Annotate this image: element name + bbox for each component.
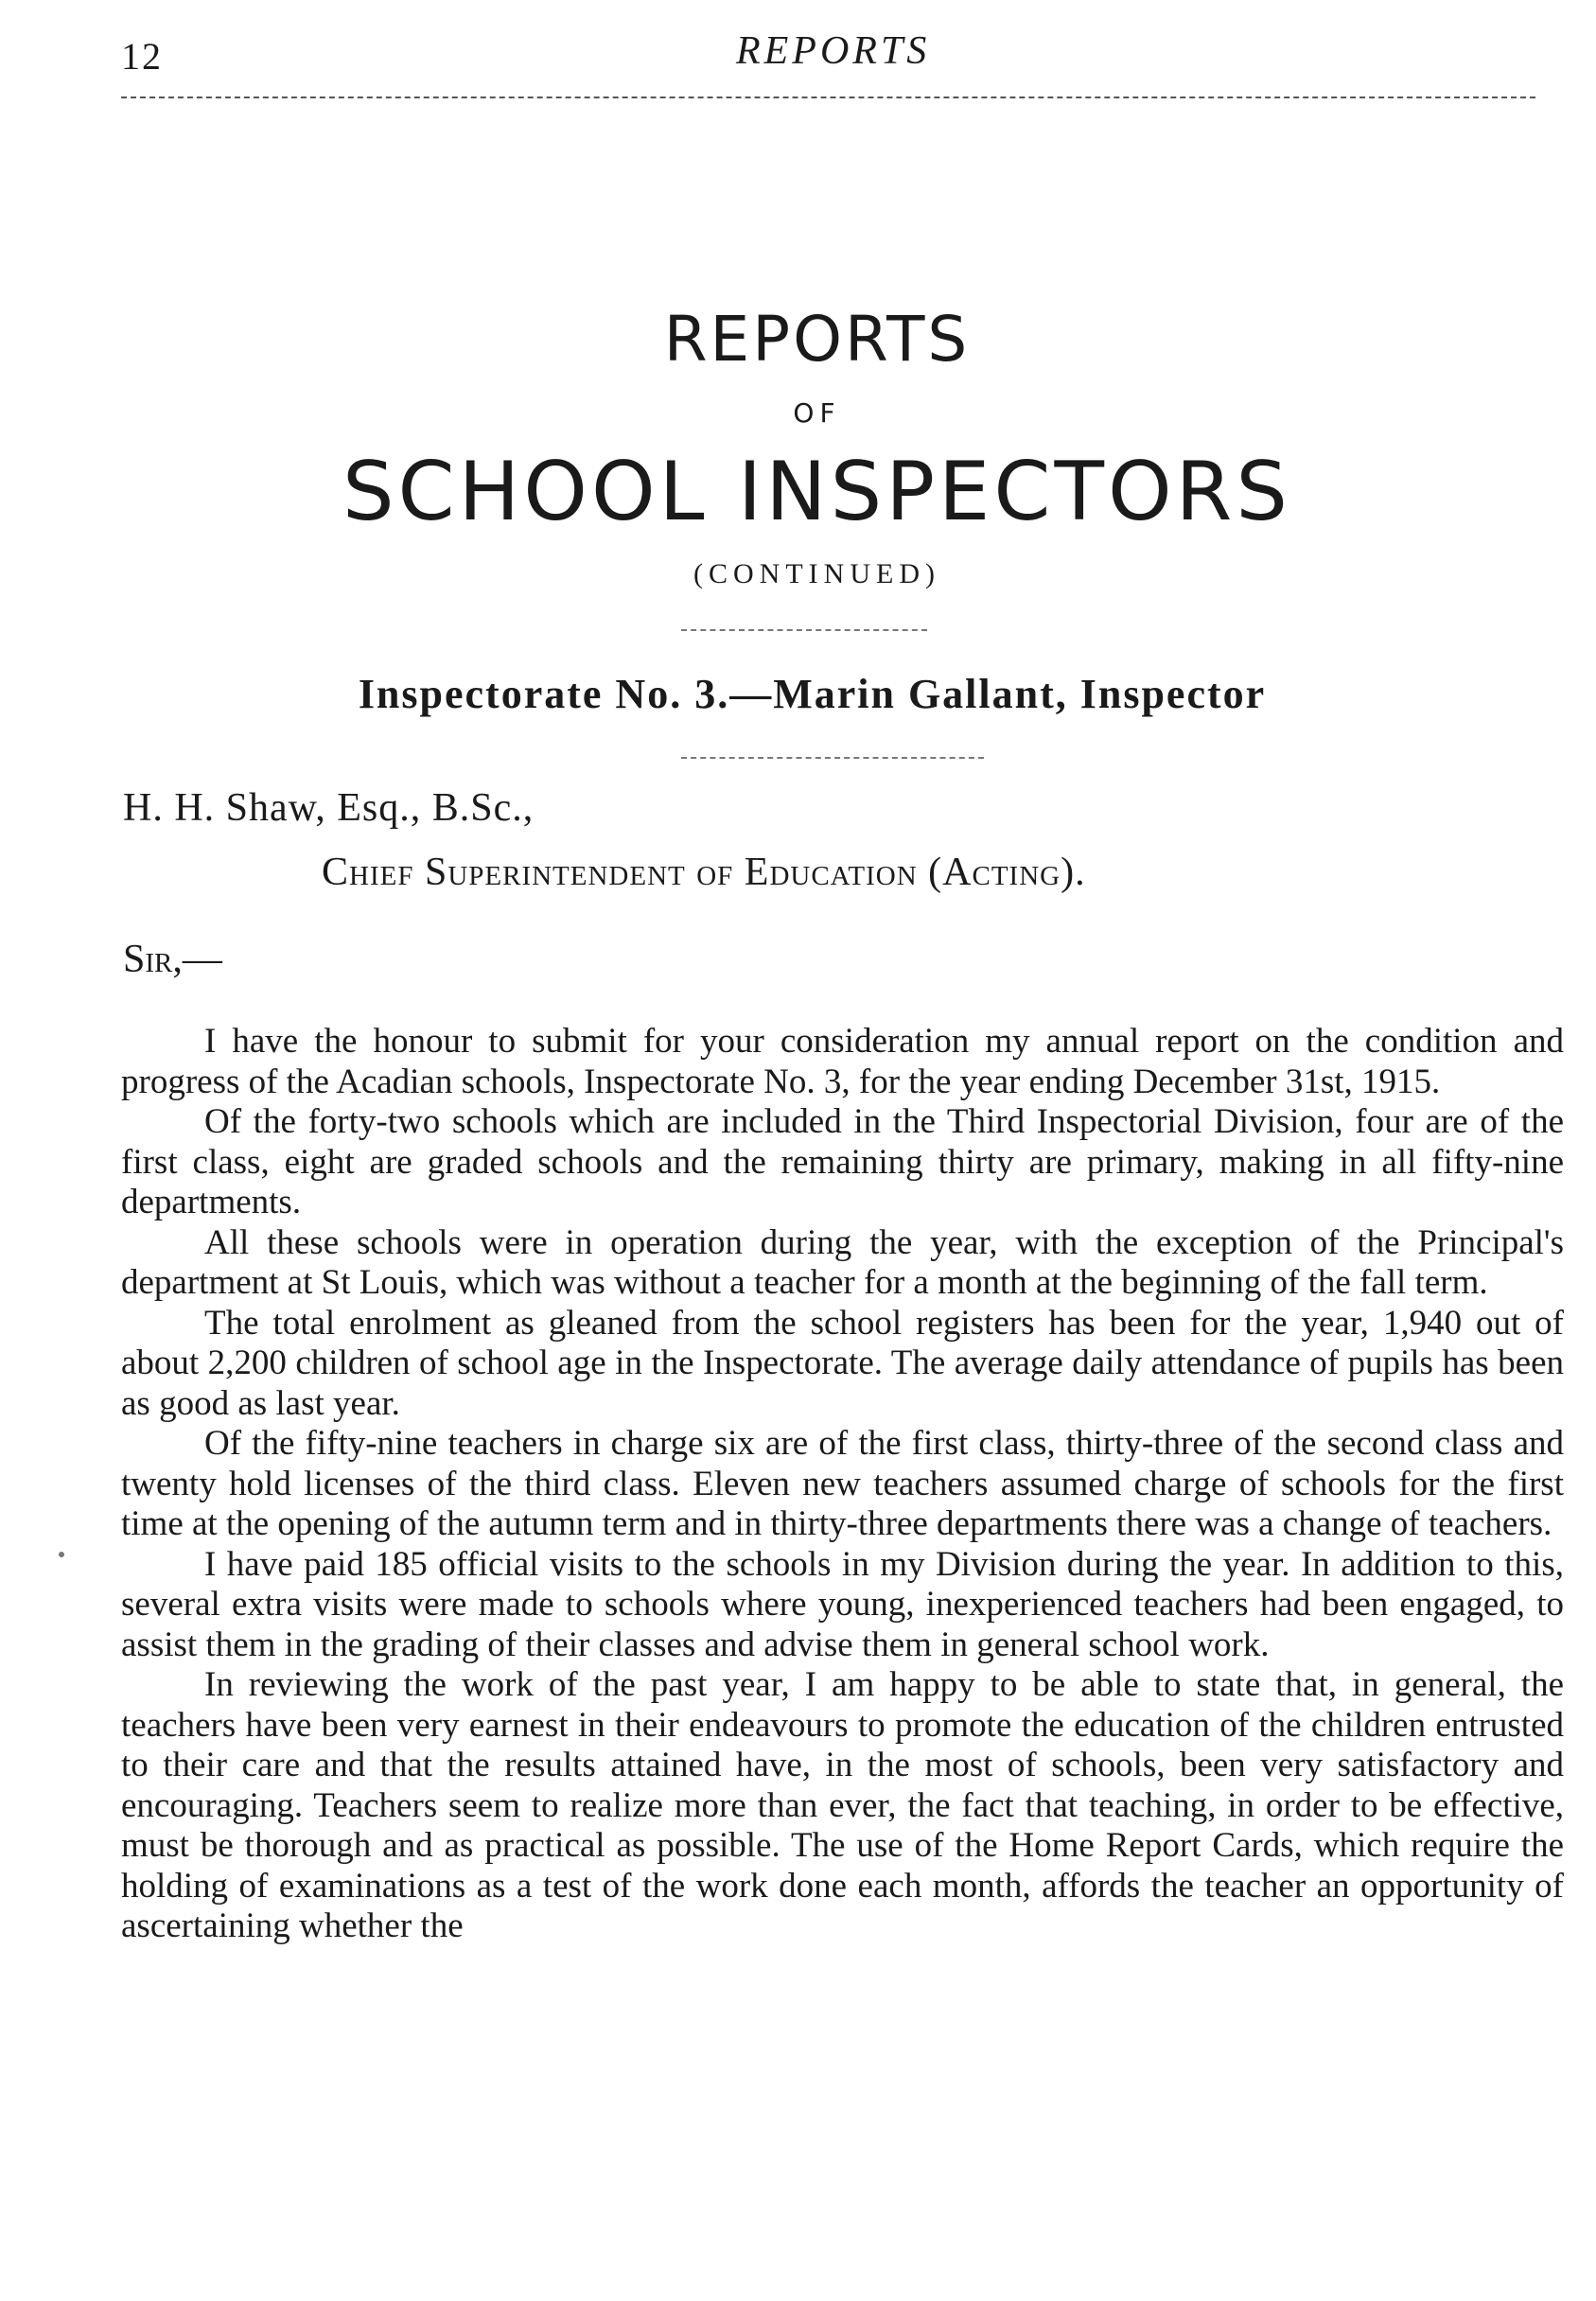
running-title: REPORTS — [736, 29, 931, 73]
paragraph: All these schools were in operation during the year, with the exception of the Principal's department at St Louis, which was without a teacher for a month at the beginning of the fall term. — [121, 1222, 1564, 1302]
paragraph: I have paid 185 official visits to the schools in my Division during the year. In addition to this, several extra visits were made to schools where young, inexperienced teachers had been engaged, to assist them in the grading of their classes and advise them in general school work. — [121, 1544, 1564, 1664]
paragraph: The total enrolment as gleaned from the school registers has been for the year, 1,940 out of about 2,200 children of school age in the Inspectorate. The average daily attendance of pupils has been as good as last year. — [121, 1303, 1564, 1423]
paragraph: Of the forty-two schools which are included in the Third Inspectorial Division, four are of the first class, eight are graded schools and the remaining thirty are primary, making in all fifty-nine departments. — [121, 1102, 1564, 1221]
heading-divider — [681, 757, 984, 759]
title-continued: (CONTINUED) — [693, 558, 940, 589]
margin-dot — [59, 1552, 64, 1557]
paragraph: Of the fifty-nine teachers in charge six are of the first class, thirty-three of the second class and twenty hold licenses of the third class. Eleven new teachers assumed charge of schools for the first time at the opening of the autumn term and in thirty-three departments there was a change of teachers. — [121, 1424, 1564, 1543]
paragraph: In reviewing the work of the past year, I am happy to be able to state that, in general, the teachers have been very earnest in their endeavours to promote the education of the children entrusted to their care and that the results attained have, in the most of schools, been very satisfactory and encouraging. Teachers seem to realize more than ever, the fact that teaching, in order to be effective, must be thorough and as practical as possible. The use of the Home Report Cards, which require the holding of examinations as a test of the work done each month, affords the teacher an opportunity of ascertaining whether the — [121, 1665, 1564, 1945]
title-reports: REPORTS — [663, 303, 971, 376]
title-school-inspectors: SCHOOL INSPECTORS — [342, 445, 1292, 539]
salutation: Sir,— — [123, 938, 222, 981]
addressee-name: H. H. Shaw, Esq., B.Sc., — [123, 786, 535, 830]
header-divider — [121, 97, 1535, 98]
title-of: OF — [793, 397, 841, 429]
addressee-title: Chief Superintendent of Education (Acting). — [322, 851, 1086, 894]
report-body — [121, 1022, 1564, 1947]
running-head — [121, 28, 1535, 104]
page-number: 12 — [121, 35, 163, 78]
inspectorate-heading: Inspectorate No. 3.—Marin Gallant, Inspector — [358, 671, 1267, 717]
paragraph: I have the honour to submit for your consideration my annual report on the condition and progress of the Acadian schools, Inspectorate No. 3, for the year ending December 31st, 1915. — [121, 1022, 1564, 1101]
title-divider — [681, 629, 927, 631]
